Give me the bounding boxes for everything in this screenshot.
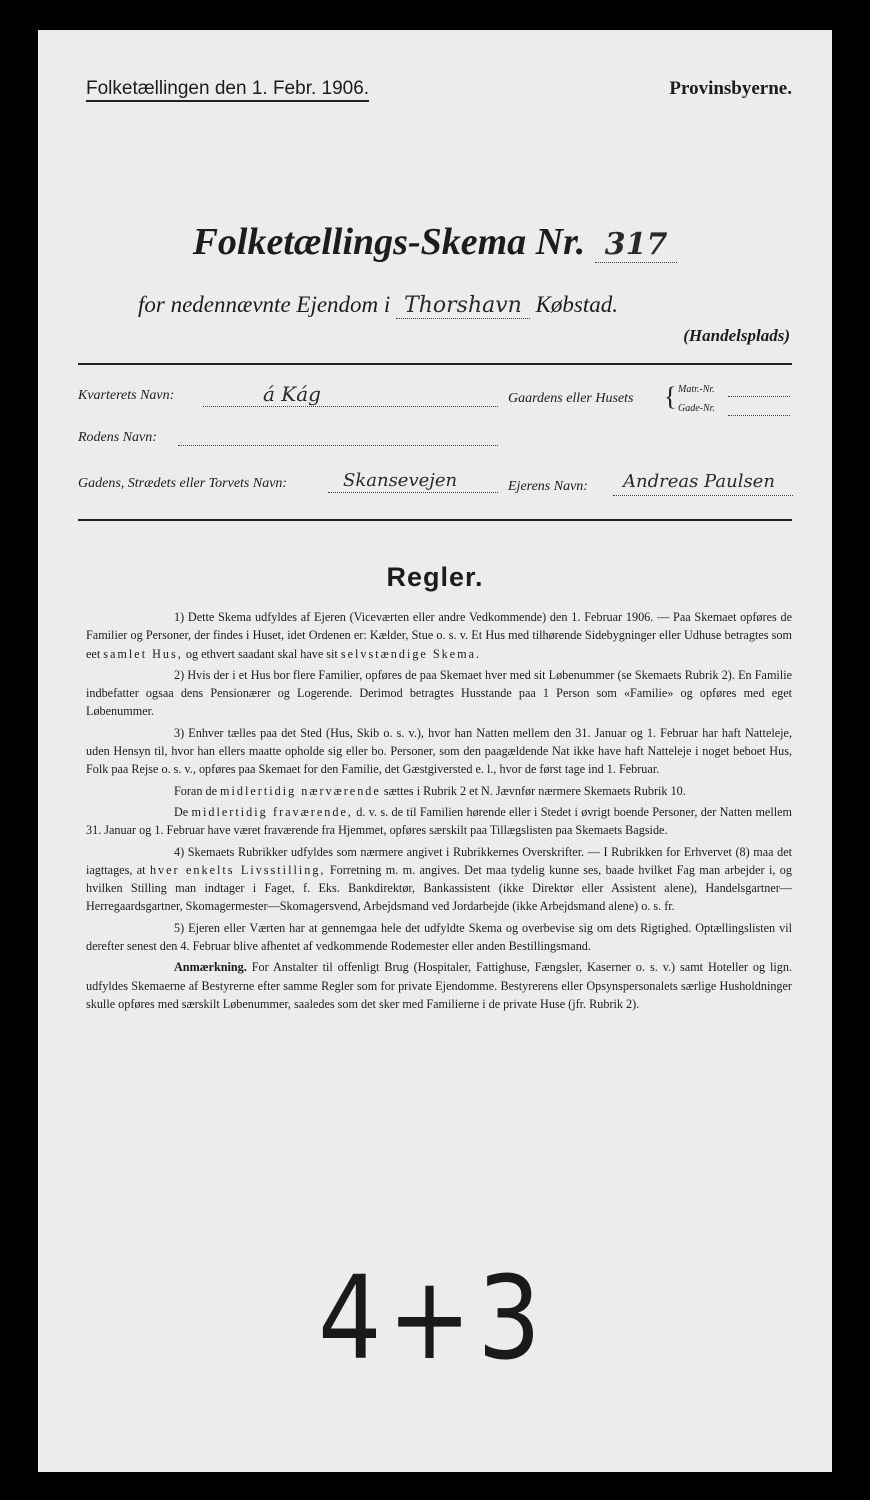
rule-3b [86, 782, 792, 800]
annotation [86, 958, 792, 1013]
census-date-header: Folketællingen den 1. Febr. 1906. [86, 78, 369, 102]
form-subtitle [138, 292, 618, 318]
rule-3c-pre: De [174, 804, 189, 819]
form-number: 317 [595, 227, 678, 263]
town-name: Thorshavn [396, 293, 530, 319]
roden-label: Rodens Navn: [78, 430, 157, 445]
census-form-page [38, 30, 832, 1472]
brace-glyph: { [664, 382, 677, 411]
rule-3b-spaced: midlertidig nærværende [220, 783, 381, 798]
matr-label: Matr.-Nr. [678, 384, 715, 395]
rule-3c-post: d. v. s. de til Familien hørende eller i Stedet i øvrigt boende Personer, der Natten mellem 31. Januar og 1. Februar have været fraværende fra Hjemmet, opføres særskilt paa Tillægslisten paa Skemaets Bagside. [86, 804, 792, 838]
rule-3b-post: sættes i Rubrik 2 et N. Jævnfør nærmere Skemaets Rubrik 10. [383, 783, 686, 798]
rule-4 [86, 843, 792, 916]
form-title [38, 220, 832, 264]
rule-3b-pre: Foran de [174, 783, 217, 798]
roden-line [178, 445, 498, 446]
handwritten-number: 4+3 [318, 1251, 548, 1386]
rule-1-mid: og ethvert saadant skal have sit [185, 646, 338, 661]
gaard-label: Gaardens eller Husets [508, 391, 634, 406]
rule-1 [86, 608, 792, 663]
rule-3: 3) Enhver tælles paa det Sted (Hus, Skib o. s. v.), hvor han Natten mellem den 31. Januar og 1. Februar har haft Natteleje, uden Hensyn til, hvor han ellers maatte opholde sig eller bo. Personer, som den paagældende Nat ikke have haft Natteleje i noget beboet Hus, Folk paa Rejse o. s. v., opføres paa Skemaet for den Familie, det Gæstgiversted e. l., hvor de først tage ind 1. Februar. [86, 725, 792, 777]
ejer-line [613, 495, 793, 496]
rule-1-spaced-2: selvstændige Skema. [340, 646, 482, 661]
rule-4-spaced: hver enkelts Livsstilling, [149, 862, 326, 877]
rule-1-spaced-1: samlet Hus, [103, 646, 183, 661]
kvarter-label: Kvarterets Navn: [78, 388, 175, 403]
ejer-value: Andreas Paulsen [623, 471, 775, 492]
gade-navn-line [328, 492, 498, 493]
kvarter-value: á Kág [263, 382, 321, 406]
fields-divider [78, 519, 792, 521]
top-divider [78, 363, 792, 365]
gade-nr-label: Gade-Nr. [678, 403, 715, 414]
matr-line [728, 396, 790, 397]
rule-5: 5) Ejeren eller Værten har at gennemgaa hele det udfyldte Skema og overbevise sig om dets Rigtighed. Optællingslisten vil derefter senest den 4. Februar blive afhentet af vedkommende Rodemester eller anden Bestillingsmand. [86, 920, 792, 954]
gade-navn-value: Skansevejen [343, 470, 458, 491]
subtitle-prefix: for nedennævnte Ejendom i [138, 292, 391, 317]
handelsplads-label: (Handelsplads) [683, 326, 790, 345]
region-header: Provinsbyerne. [669, 78, 792, 99]
rule-1-text: 1) Dette Skema udfyldes af Ejeren (Viceværten eller andre Vedkommende) den 1. Februar 1906. — Paa Skemaet opføres de Familier og Personer, der findes i Huset, idet Ordenen er: Kælder, Stue o. s. v. Et Hus med tilhørende Sidebygninger eller Udhuse betragtes som eet [86, 610, 792, 661]
ejer-label: Ejerens Navn: [508, 479, 588, 494]
annotation-label: Anmærkning. [174, 960, 247, 975]
gade-nr-line [728, 415, 790, 416]
kvarter-line [203, 406, 498, 407]
rule-3c [86, 803, 792, 840]
rule-4-pre: 4) Skemaets Rubrikker udfyldes som nærmere angivet i Rubrikkernes Overskrifter. — I Rubrikken for Erhvervet (8) maa det iagttages, at [86, 844, 792, 877]
annotation-text: For Anstalter til offenligt Brug (Hospitaler, Fattighuse, Fængsler, Kaserner o. s. v.) samt Hoteller og lign. udfyldes Skemaerne af Bestyrerne efter samme Regler som for private Ejendomme. Bestyrerens eller Opsynspersonalets særlige Husholdninger skulle opføres med særskilt Løbenummer, saaledes som det sker med Familierne i de private Huse (jfr. Rubrik 2). [86, 960, 793, 1011]
subtitle-suffix: Købstad. [535, 292, 619, 317]
rules-section [86, 608, 792, 1016]
rule-4-post: Forretning m. m. angives. Det maa tydelig kunne ses, baade hvilket Fag man arbejder i, og hvilken Stilling man indtager i Faget, f. Eks. Bankdirektør, Bankassistent (ikke Direktør eller Assistent alene), Handelsgartner—Herregaardsgartner, Skomagermester—Skomagersvend, Arbejdsmand ved Jordarbejde (ikke Arbejdsmand alene) o. s. fr. [86, 862, 792, 914]
rule-3c-spaced: midlertidig fraværende, [191, 804, 353, 819]
regler-title: Regler. [386, 562, 484, 592]
form-title-text: Folketællings-Skema Nr. [192, 221, 586, 263]
gade-navn-label: Gadens, Strædets eller Torvets Navn: [78, 476, 288, 491]
rule-2: 2) Hvis der i et Hus bor flere Familier, opføres de paa Skemaet hver med sit Løbenummer (se Skemaets Rubrik 2). En Familie indbefatter ogsaa dens Pensionærer og Logerende. Derimod betragtes Husstande paa 1 Person som «Familie» og opføres med eget Løbenummer. [86, 667, 792, 719]
